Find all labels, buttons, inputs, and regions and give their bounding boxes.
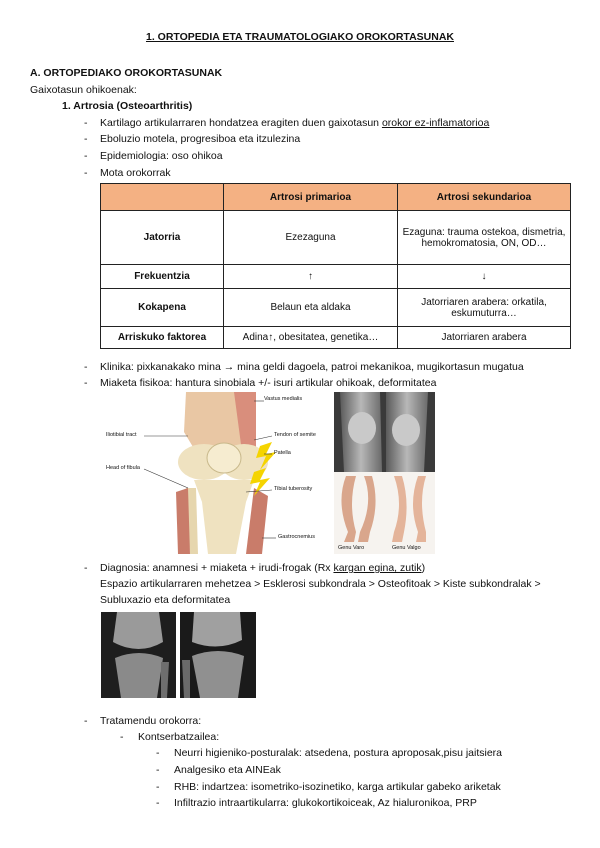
table-corner-cell: [101, 184, 224, 211]
conservative-item-text: Neurri higieniko-posturalak: atsedena, postura aproposak,pisu jaitsiera: [174, 747, 503, 759]
page-title: 1. ORTOPEDIA ETA TRAUMATOLOGIAKO OROKORTASUNAK: [145, 31, 454, 43]
table-row: [101, 265, 571, 289]
bullet-text: Eboluzio motela, progresiboa eta itzulezina: [100, 133, 301, 145]
label-patella: Patella: [274, 450, 291, 456]
bullet-dash: -: [84, 133, 88, 145]
table-row: [101, 289, 571, 327]
label-tendon: Tendon of semite: [274, 432, 316, 438]
table-header-secondary: Artrosi sekundarioa: [398, 184, 571, 211]
table-cell: ↑: [224, 265, 398, 289]
table-header-primary: Artrosi primarioa: [224, 184, 398, 211]
knee-photos-illustration: [334, 392, 435, 554]
bullet-text: [100, 562, 425, 574]
table-cell: Jatorriaren arabera: orkatila, eskumuturra…: [398, 289, 571, 327]
table-row: [101, 327, 571, 349]
bullet-dash: -: [84, 377, 88, 389]
bullet-dash: -: [156, 781, 160, 793]
table-row-label: Frekuentzia: [101, 265, 224, 289]
table-cell: ↓: [398, 265, 571, 289]
bullet-dash: -: [156, 764, 160, 776]
diagnosis-line-3: Subluxazio eta deformitatea: [100, 594, 231, 606]
label-vastus-medialis: Vastus medialis: [264, 396, 303, 402]
label-gastrocnemius: Gastrocnemius: [278, 534, 315, 540]
bullet-text-part: Kartilago artikularraren hondatzea eragiten duen gaixotasun: [100, 117, 382, 129]
bullet-dash: -: [156, 747, 160, 759]
table-cell: Adina↑, obesitatea, genetika…: [224, 327, 398, 349]
underlined-text: kargan egina, zutik: [333, 562, 422, 574]
knee-anatomy-illustration: [104, 392, 330, 554]
bullet-dash: -: [84, 361, 88, 373]
bullet-dash: -: [120, 731, 124, 743]
bullet-text: [100, 117, 489, 129]
table-cell: Jatorriaren arabera: [398, 327, 571, 349]
table-cell: Belaun eta aldaka: [224, 289, 398, 327]
table-row-label: Jatorria: [101, 211, 224, 265]
bullet-dash: -: [84, 167, 88, 179]
xray-image-1: [101, 612, 176, 698]
bullet-text: Epidemiologia: oso ohikoa: [100, 150, 223, 162]
bullet-text-part: ): [421, 562, 426, 574]
bullet-dash: -: [84, 715, 88, 727]
bullet-text: Mota orokorrak: [100, 167, 171, 179]
label-tibial-tuberosity: Tibial tuberosity: [274, 486, 313, 492]
bullet-dash: -: [156, 797, 160, 809]
knee-anatomy-figure: [104, 392, 330, 554]
bullet-text: Klinika: pixkanakako mina → mina geldi dagoela, patroi mekanikoa, mugikortasun mugatua: [100, 361, 524, 373]
bullet-text: Tratamendu orokorra:: [100, 715, 202, 727]
arthrosis-types-table: [100, 183, 571, 349]
label-head-of-fibula: Head of fibula: [106, 465, 140, 471]
section-heading: A. ORTOPEDIAKO OROKORTASUNAK: [30, 67, 223, 79]
bullet-text: Miaketa fisikoa: hantura sinobiala +/- isuri artikular ohikoak, deformitatea: [100, 377, 437, 389]
bullet-dash: -: [84, 150, 88, 162]
bullet-text-part: Diagnosia: anamnesi + miaketa + irudi-frogak (Rx: [100, 562, 334, 574]
table-cell: Ezaguna: trauma ostekoa, dismetria, hemokromatosia, ON, OD…: [398, 211, 571, 265]
xray-knee-2: [180, 612, 256, 698]
label-genu-varo: Genu Varo: [338, 545, 365, 551]
conservative-item-text: RHB: indartzea: isometriko-isozinetiko, karga artikular gabeko ariketak: [174, 781, 501, 793]
xray-knee-1: [101, 612, 176, 698]
table-row-label: Arriskuko faktorea: [101, 327, 224, 349]
diagnosis-line-2: Espazio artikularraren mehetzea > Esklerosi subkondrala > Osteofitoak > Kiste subkondralak >: [100, 578, 541, 590]
subheading: Gaixotasun ohikoenak:: [30, 84, 137, 96]
xray-image-2: [180, 612, 256, 698]
bullet-dash: -: [84, 117, 88, 129]
knee-photos-figure: [334, 392, 435, 554]
label-genu-valgo: Genu Valgo: [392, 545, 421, 551]
topic-heading: 1. Artrosia (Osteoarthritis): [62, 100, 193, 112]
conservative-item-text: Infiltrazio intraartikularra: glukokortikoiceak, Az hialuronikoa, PRP: [174, 797, 477, 809]
table-row: [101, 211, 571, 265]
label-iliotibial-tract: Iliotibial tract: [106, 432, 137, 438]
table-row-label: Kokapena: [101, 289, 224, 327]
bullet-dash: -: [84, 562, 88, 574]
table-header-row: [101, 184, 571, 211]
table-cell: Ezezaguna: [224, 211, 398, 265]
conservative-label: Kontserbatzailea:: [138, 731, 220, 743]
conservative-item-text: Analgesiko eta AINEak: [174, 764, 281, 776]
underlined-text: orokor ez-inflamatorioa: [381, 117, 490, 129]
